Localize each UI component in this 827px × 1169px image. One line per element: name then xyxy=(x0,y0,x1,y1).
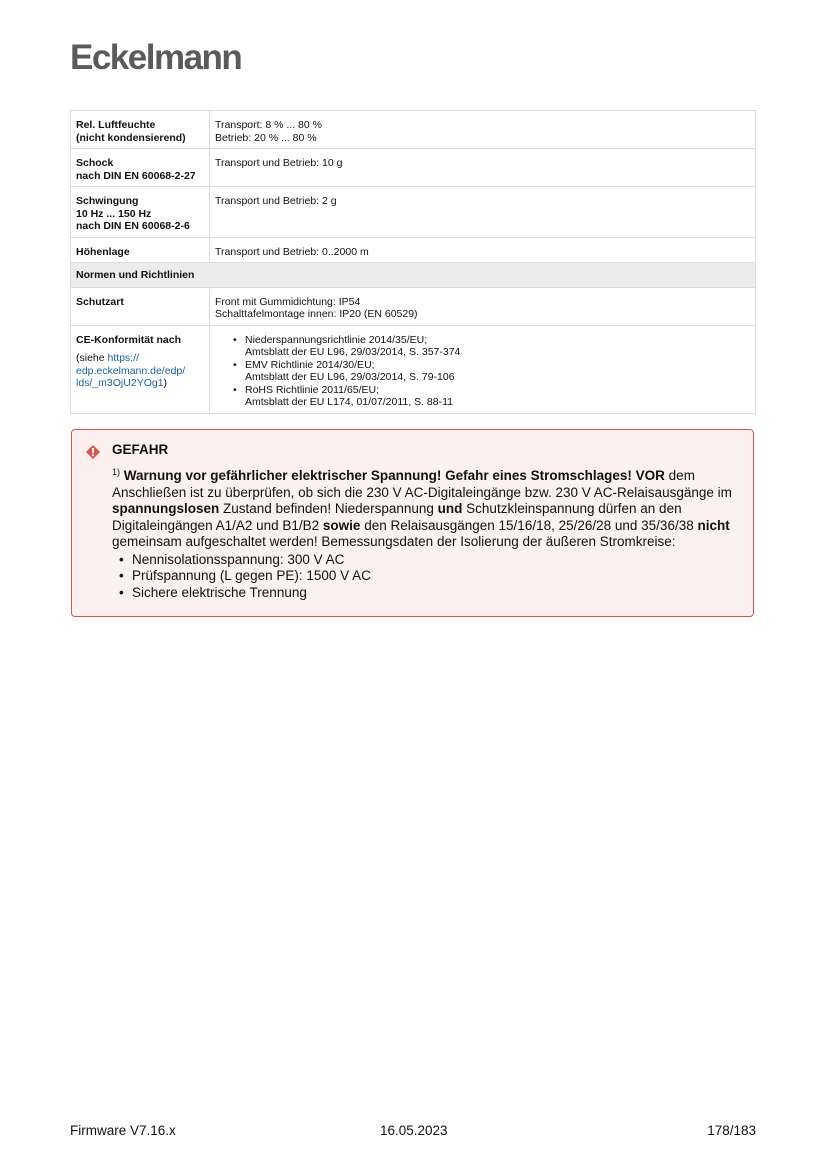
row-value: Transport und Betrieb: 10 g xyxy=(210,149,756,187)
row-value: Transport und Betrieb: 2 g xyxy=(210,187,756,238)
danger-list xyxy=(112,552,744,602)
section-header-row xyxy=(71,263,756,288)
warning-icon xyxy=(86,445,100,459)
row-label: Schwingung 10 Hz ... 150 Hz nach DIN EN 60068-2-6 xyxy=(71,187,210,238)
list-item: • EMV Richtlinie 2014/30/EU; Amtsblatt der EU L96, 29/03/2014, S. 79-106 xyxy=(245,359,750,384)
table-row xyxy=(71,187,756,238)
list-item: • Prüfspannung (L gegen PE): 1500 V AC xyxy=(132,568,744,585)
footer-firmware: Firmware V7.16.x xyxy=(70,1123,176,1138)
list-item: • Nennisolationsspannung: 300 V AC xyxy=(132,552,744,569)
directive-list xyxy=(215,334,750,409)
table-row xyxy=(71,111,756,149)
list-item: • Niederspannungsrichtlinie 2014/35/EU; Amtsblatt der EU L96, 29/03/2014, S. 357-374 xyxy=(245,334,750,359)
table-row xyxy=(71,287,756,325)
list-item: • Sichere elektrische Trennung xyxy=(132,585,744,602)
danger-title: GEFAHR xyxy=(112,442,169,457)
danger-body: $^{1)}$ Warnung vor gefährlicher elektrischer Spannung! Gefahr eines Stromschlages! VOR dem Anschließen ist zu überprüfen, ob sich die 230 V AC-Digitaleingänge bzw. 230 V AC-Relaisausgänge im spannungslosen Zustand befinden! Niederspannung und Schutzkleinspannung dürfen an den Digitaleingängen A1/A2 und B1/B2 sowie den Relaisausgängen 15/16/18, 25/26/28 und 35/36/38 nicht gemeinsam aufgeschaltet werden! Bemessungsdaten der Isolierung der äußeren Stromkreise: • Nennisolationsspannung: 300 V AC • Prüfspannung (L gegen PE): 1500 V AC • Sichere elektrische Trennung xyxy=(112,468,744,601)
row-label: Höhenlage xyxy=(71,237,210,263)
list-item: • RoHS Richtlinie 2011/65/EU; Amtsblatt der EU L174, 01/07/2011, S. 88-11 xyxy=(245,384,750,409)
row-value: Transport: 8 % ... 80 % Betrieb: 20 % ... 80 % xyxy=(210,111,756,149)
row-label: Schock nach DIN EN 60068-2-27 xyxy=(71,149,210,187)
eckelmann-logo: Eckelmann xyxy=(70,38,242,77)
row-value: Front mit Gummidichtung: IP54 Schalttafelmontage innen: IP20 (EN 60529) xyxy=(210,287,756,325)
row-label: CE-Konformität nach (siehe https:// edp.eckelmann.de/edp/ lds/_m3OjU2YOg1) xyxy=(71,325,210,413)
ce-note: (siehe https:// edp.eckelmann.de/edp/ lds/_m3OjU2YOg1) xyxy=(76,352,186,389)
table-row xyxy=(71,325,756,413)
table-row xyxy=(71,237,756,263)
specification-table xyxy=(70,110,756,414)
footer-page-number: 178/183 xyxy=(707,1123,756,1138)
row-value xyxy=(210,325,756,413)
row-value: Transport und Betrieb: 0..2000 m xyxy=(210,237,756,263)
ce-link[interactable]: https:// edp.eckelmann.de/edp/ lds/_m3OjU2YOg1 xyxy=(76,352,186,389)
section-title: Normen und Richtlinien xyxy=(71,263,756,288)
row-label: Rel. Luftfeuchte (nicht kondensierend) xyxy=(71,111,210,149)
table-row xyxy=(71,149,756,187)
danger-notice xyxy=(71,429,754,617)
row-label: Schutzart xyxy=(71,287,210,325)
footer-date: 16.05.2023 xyxy=(380,1123,448,1138)
